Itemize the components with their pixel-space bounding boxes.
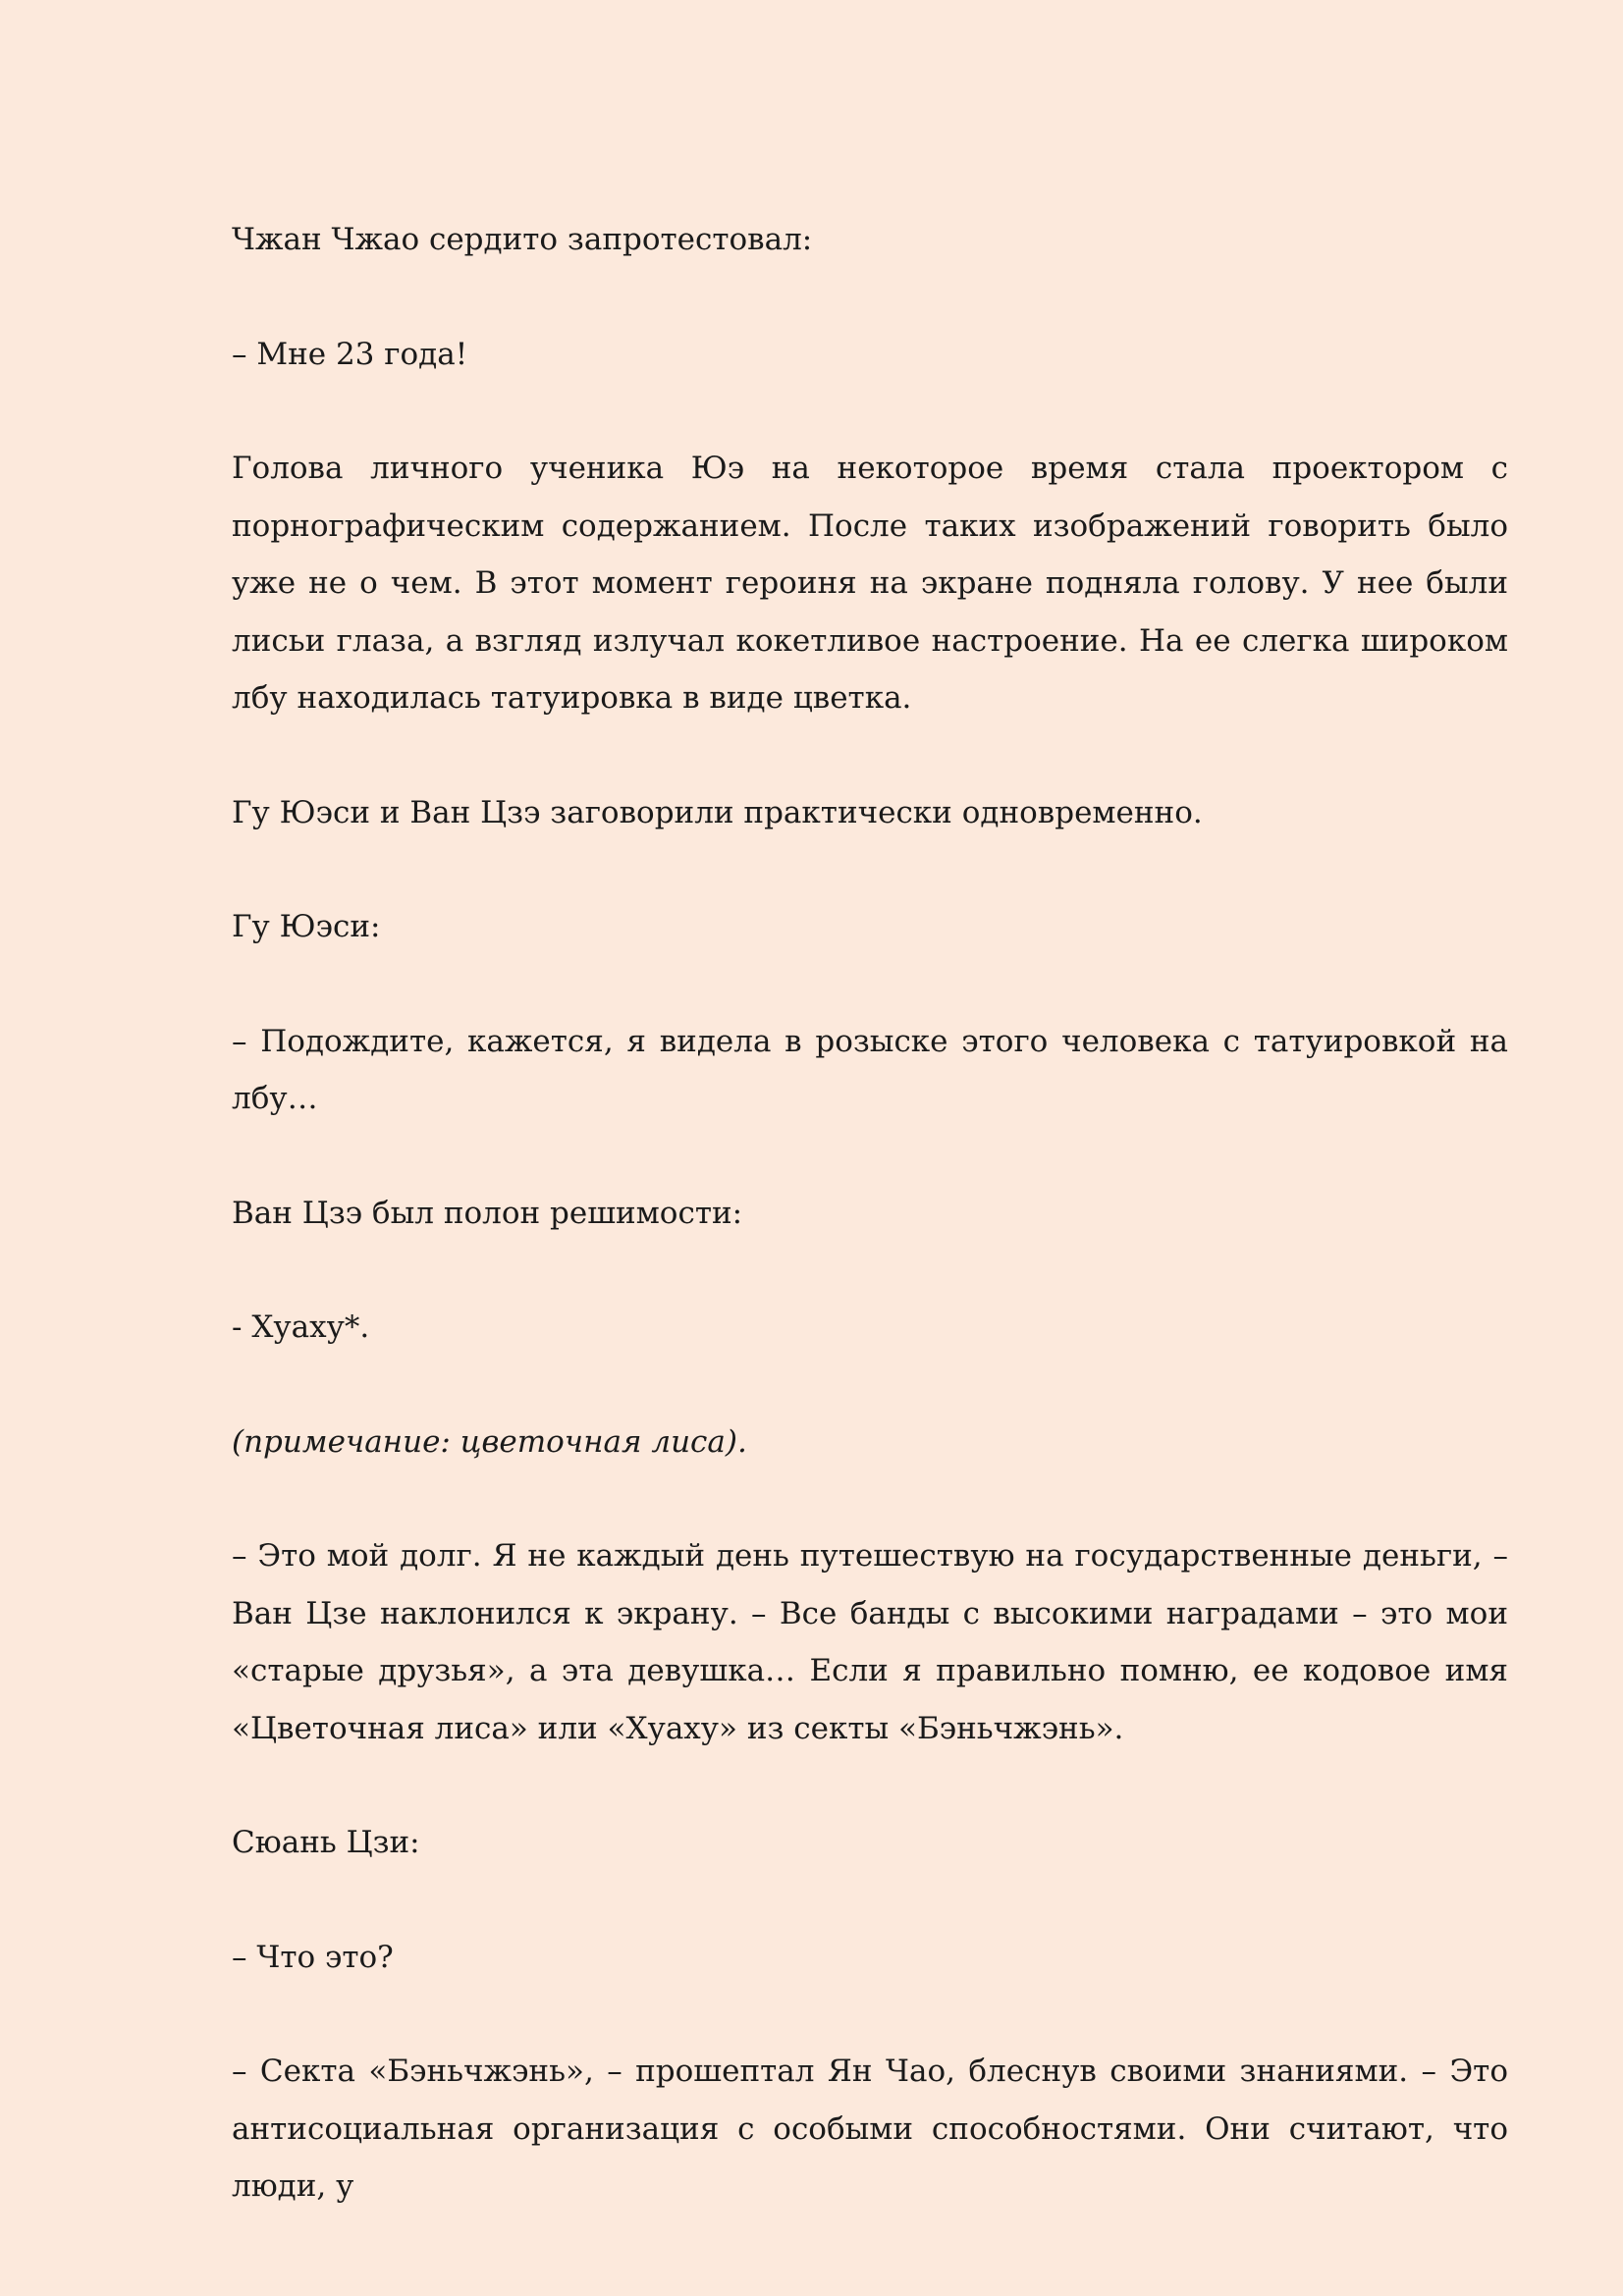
paragraph-6: – Подождите, кажется, я видела в розыске этого человека с татуировкой на лбу… <box>232 1023 1508 1116</box>
paragraph-10: – Это мой долг. Я не каждый день путешествую на государственные деньги, – Ван Цзе наклонился к экрану. – Все банды с высокими наградами – это мои «старые друзья», а эта девушка… Если я правильно помню, ее кодовое имя «Цветочная лиса» или «Хуаху» из секты «Бэньчжэнь». <box>232 1538 1508 1746</box>
paragraph-2: – Мне 23 года! <box>232 336 468 372</box>
paragraph-12: – Что это? <box>232 1939 394 1975</box>
footnote-paragraph: (примечание: цветочная лиса). <box>232 1423 747 1460</box>
paragraph-4: Гу Юэси и Ван Цзэ заговорили практически одновременно. <box>232 794 1203 830</box>
paragraph-13: – Секта «Бэньчжэнь», – прошептал Ян Чао, блеснув своими знаниями. – Это антисоциальная организация с особыми способностями. Они считают, что люди, у <box>232 2054 1508 2204</box>
paragraph-11: Сюань Цзи: <box>232 1825 420 1860</box>
paragraph-3: Голова личного ученика Юэ на некоторое время стала проектором с порнографическим содержанием. После таких изображений говорить было уже не о чем. В этот момент героиня на экране подняла голову. У нее были лисьи глаза, а взгляд излучал кокетливое настроение. На ее слегка широком лбу находилась татуировка в виде цветка. <box>232 451 1508 716</box>
paragraph-7: Ван Цзэ был полон решимости: <box>232 1195 743 1231</box>
paragraph-8: - Хуаху*. <box>232 1309 370 1345</box>
paragraph-5: Гу Юэси: <box>232 909 381 944</box>
paragraph-1: Чжан Чжао сердито запротестовал: <box>232 222 813 257</box>
